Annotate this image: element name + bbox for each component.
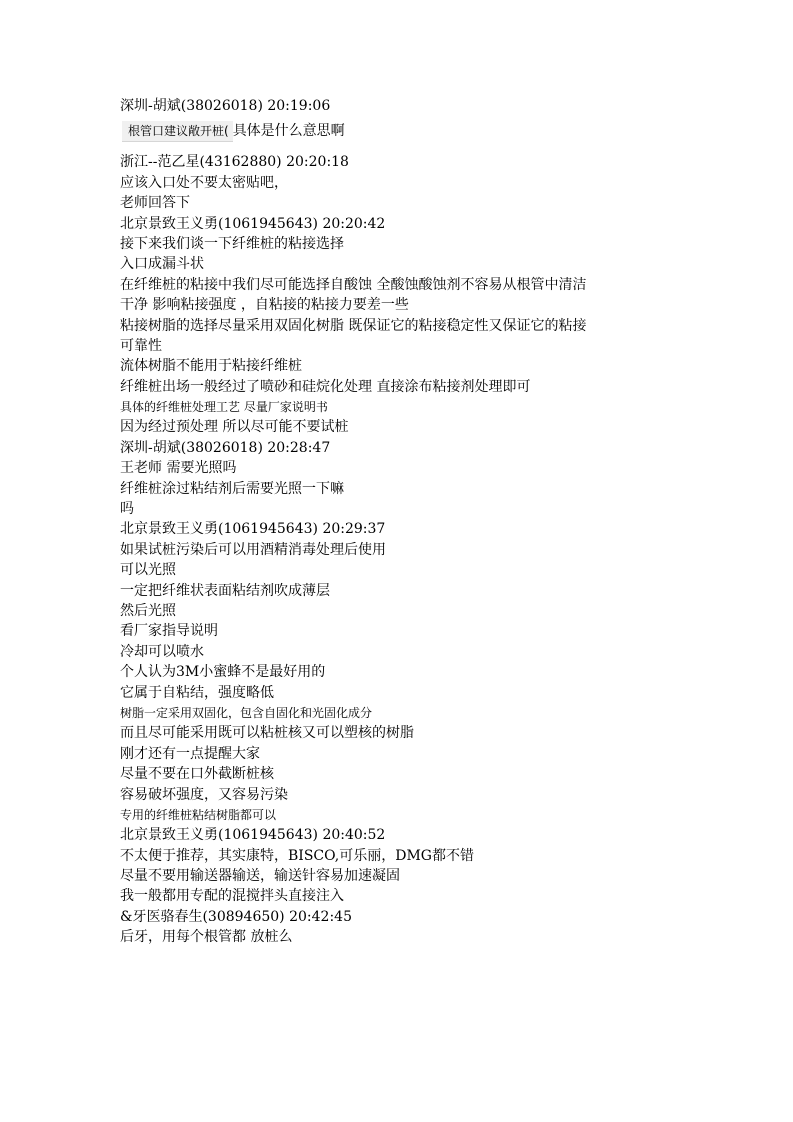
transcript-line: 因为经过预处理 所以尽可能不要试桩 [120, 419, 349, 436]
transcript-line: 冷却可以喷水 [120, 643, 204, 660]
transcript-line: 北京景致王义勇(1061945643) 20:29:37 [120, 521, 386, 538]
transcript-line: 一定把纤维状表面粘结剂吹成薄层 [120, 582, 330, 599]
transcript-line: 尽量不要在口外截断桩核 [120, 766, 274, 783]
transcript-line: 应该入口处不要太密贴吧， [120, 174, 288, 191]
transcript-line: 如果试桩污染后可以用酒精消毒处理后使用 [120, 541, 386, 558]
message-lines [120, 152, 720, 947]
transcript-line: 在纤维桩的粘接中我们尽可能选择自酸蚀 全酸蚀酸蚀剂不容易从根管中清洁 [120, 276, 587, 293]
transcript-line: 容易破坏强度，又容易污染 [120, 786, 288, 803]
transcript-line: 专用的纤维桩粘结树脂都可以 [120, 807, 277, 822]
transcript-line: &牙医骆春生(30894650) 20:42:45 [120, 908, 352, 925]
transcript-line: 看厂家指导说明 [120, 623, 218, 640]
transcript-line: 粘接树脂的选择尽量采用双固化树脂 既保证它的粘接稳定性又保证它的粘接 [120, 317, 587, 334]
chat-transcript [120, 96, 720, 948]
transcript-line: 然后光照 [120, 602, 176, 619]
transcript-line: 不太便于推荐，其实康特，BISCO,可乐丽，DMG都不错 [120, 847, 474, 864]
transcript-line: 深圳-胡斌(38026018) 20:28:47 [120, 439, 331, 456]
transcript-line: 可靠性 [120, 337, 162, 354]
quote-chip: 根管口建议敞开桩( [122, 121, 233, 142]
transcript-line: 它属于自粘结，强度略低 [120, 684, 274, 701]
transcript-line: 树脂一定采用双固化，包含自固化和光固化成分 [120, 705, 373, 720]
quote-text: 具体是什么意思啊 [232, 123, 345, 140]
transcript-line: 具体的纤维桩处理工艺 尽量厂家说明书 [120, 400, 328, 415]
transcript-line: 可以光照 [120, 562, 176, 579]
transcript-line: 尽量不要用输送器输送，输送针容易加速凝固 [120, 868, 400, 885]
transcript-line: 吗 [120, 501, 134, 518]
transcript-line: 浙江--范乙星(43162880) 20:20:18 [120, 154, 349, 171]
transcript-line: 王老师 需要光照吗 [120, 460, 237, 477]
transcript-line: 后牙，用每个根管都 放桩么 [120, 929, 293, 946]
message-header: 深圳-胡斌(38026018) 20:19:06 [120, 98, 331, 114]
transcript-line: 入口成漏斗状 [120, 256, 204, 273]
transcript-line: 流体树脂不能用于粘接纤维桩 [120, 358, 302, 375]
transcript-line: 干净 影响粘接强度 ，自粘接的粘接力要差一些 [120, 297, 409, 314]
transcript-line: 北京景致王义勇(1061945643) 20:40:52 [120, 827, 386, 844]
transcript-line: 北京景致王义勇(1061945643) 20:20:42 [120, 215, 386, 232]
transcript-line: 老师回答下 [120, 195, 190, 212]
transcript-line: 个人认为3M小蜜蜂不是最好用的 [120, 664, 326, 681]
transcript-line: 而且尽可能采用既可以粘桩核又可以塑核的树脂 [120, 725, 414, 742]
transcript-line: 刚才还有一点提醒大家 [120, 745, 260, 762]
transcript-line: 纤维桩出场一般经过了喷砂和硅烷化处理 直接涂布粘接剂处理即可 [120, 378, 531, 395]
transcript-line: 纤维桩涂过粘结剂后需要光照一下嘛 [120, 480, 344, 497]
transcript-line: 我一般都用专配的混搅拌头直接注入 [120, 888, 344, 905]
transcript-line: 接下来我们谈一下纤维桩的粘接选择 [120, 235, 344, 252]
quoted-message [120, 116, 720, 146]
